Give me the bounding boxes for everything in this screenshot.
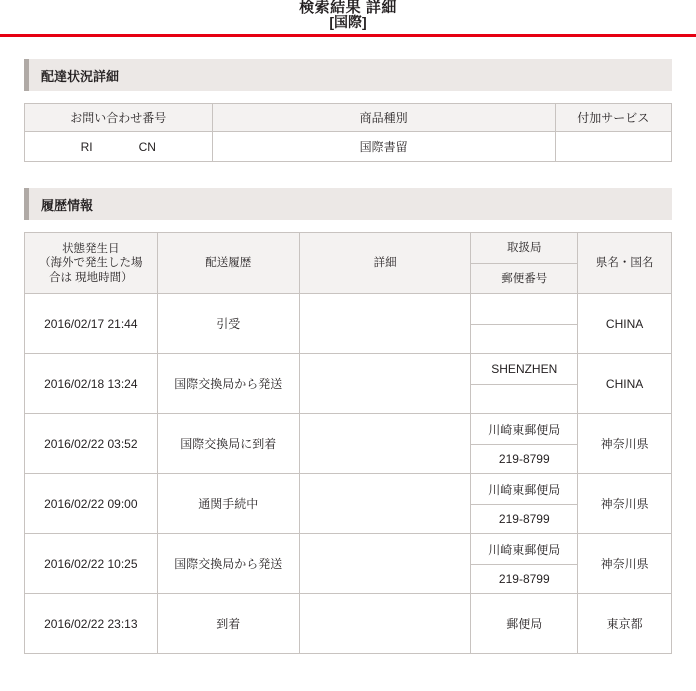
inquiry-table <box>24 103 672 162</box>
cell-event-date: 2016/02/22 23:13 <box>25 594 158 654</box>
cell-region: 神奈川県 <box>578 414 672 474</box>
col-handling-office-label: 取扱局 <box>507 242 542 255</box>
cell-handling-office <box>471 294 578 354</box>
office-name <box>471 294 577 324</box>
table-row <box>25 294 672 354</box>
office-zip <box>471 384 577 414</box>
cell-region: 東京都 <box>578 594 672 654</box>
office-stack <box>471 414 577 473</box>
table-row <box>25 594 672 654</box>
cell-delivery-history: 国際交換局から発送 <box>157 534 299 594</box>
cell-region: 神奈川県 <box>578 534 672 594</box>
col-delivery-history: 配送履歴 <box>157 233 299 294</box>
office-stack <box>471 474 577 533</box>
tracking-prefix: RI <box>80 139 93 154</box>
cell-region: CHINA <box>578 294 672 354</box>
cell-handling-office <box>471 414 578 474</box>
office-name: SHENZHEN <box>491 362 558 377</box>
cell-event-date: 2016/02/17 21:44 <box>25 294 158 354</box>
cell-region: 神奈川県 <box>578 474 672 534</box>
office-name: 川崎東郵便局 <box>488 542 561 557</box>
cell-tracking-number <box>25 132 213 162</box>
office-stack <box>471 354 577 413</box>
page-title: 検索結果 詳細 <box>299 0 397 16</box>
table-row <box>25 474 672 534</box>
col-handling-office <box>471 233 578 294</box>
office-stack <box>471 534 577 593</box>
cell-detail <box>299 594 470 654</box>
office-stack <box>471 594 577 653</box>
cell-event-date: 2016/02/18 13:24 <box>25 354 158 414</box>
history-table-wrap <box>24 232 672 654</box>
office-zip <box>471 324 577 354</box>
cell-detail <box>299 534 470 594</box>
cell-detail <box>299 414 470 474</box>
office-name: 川崎東郵便局 <box>488 422 561 437</box>
col-event-date-line3: 合は 現地時間） <box>48 271 133 284</box>
col-event-date-line2: （海外で発生した場 <box>39 257 143 270</box>
cell-additional-service <box>555 132 671 162</box>
table-row <box>25 534 672 594</box>
office-name: 川崎東郵便局 <box>488 482 561 497</box>
page-subtitle: [国際] <box>329 13 367 30</box>
cell-delivery-history: 引受 <box>157 294 299 354</box>
section-heading-history: 履歴情報 <box>24 188 672 220</box>
cell-detail <box>299 474 470 534</box>
col-zip-label: 郵便番号 <box>471 263 577 293</box>
col-event-date-line1: 状態発生日 <box>62 242 120 255</box>
history-table <box>24 232 672 654</box>
office-zip: 219-8799 <box>471 504 577 534</box>
table-row <box>25 354 672 414</box>
cell-handling-office <box>471 354 578 414</box>
cell-delivery-history: 到着 <box>157 594 299 654</box>
col-additional-service: 付加サービス <box>555 104 671 132</box>
table-row <box>25 132 672 162</box>
col-detail: 詳細 <box>299 233 470 294</box>
history-table-body <box>25 294 672 654</box>
cell-event-date: 2016/02/22 03:52 <box>25 414 158 474</box>
cell-product-type: 国際書留 <box>212 132 555 162</box>
office-zip: 219-8799 <box>471 564 577 594</box>
cell-handling-office <box>471 474 578 534</box>
section-heading-delivery-status: 配達状況詳細 <box>24 59 672 91</box>
cell-delivery-history: 国際交換局に到着 <box>157 414 299 474</box>
col-event-date <box>25 233 158 294</box>
cell-handling-office <box>471 534 578 594</box>
col-tracking-number: お問い合わせ番号 <box>25 104 213 132</box>
table-header-row <box>25 104 672 132</box>
col-region: 県名・国名 <box>578 233 672 294</box>
inquiry-table-wrap <box>24 103 672 162</box>
header-divider <box>0 34 696 37</box>
table-header-row <box>25 233 672 294</box>
office-zip: 219-8799 <box>471 444 577 474</box>
page-header <box>0 0 696 29</box>
office-name: 郵便局 <box>506 617 543 632</box>
office-stack <box>471 294 577 353</box>
table-row <box>25 414 672 474</box>
cell-detail <box>299 354 470 414</box>
tracking-number-value <box>25 140 212 154</box>
tracking-suffix: CN <box>138 139 156 154</box>
cell-delivery-history: 通関手続中 <box>157 474 299 534</box>
cell-event-date: 2016/02/22 09:00 <box>25 474 158 534</box>
cell-event-date: 2016/02/22 10:25 <box>25 534 158 594</box>
col-product-type: 商品種別 <box>212 104 555 132</box>
cell-handling-office <box>471 594 578 654</box>
cell-delivery-history: 国際交換局から発送 <box>157 354 299 414</box>
cell-region: CHINA <box>578 354 672 414</box>
cell-detail <box>299 294 470 354</box>
